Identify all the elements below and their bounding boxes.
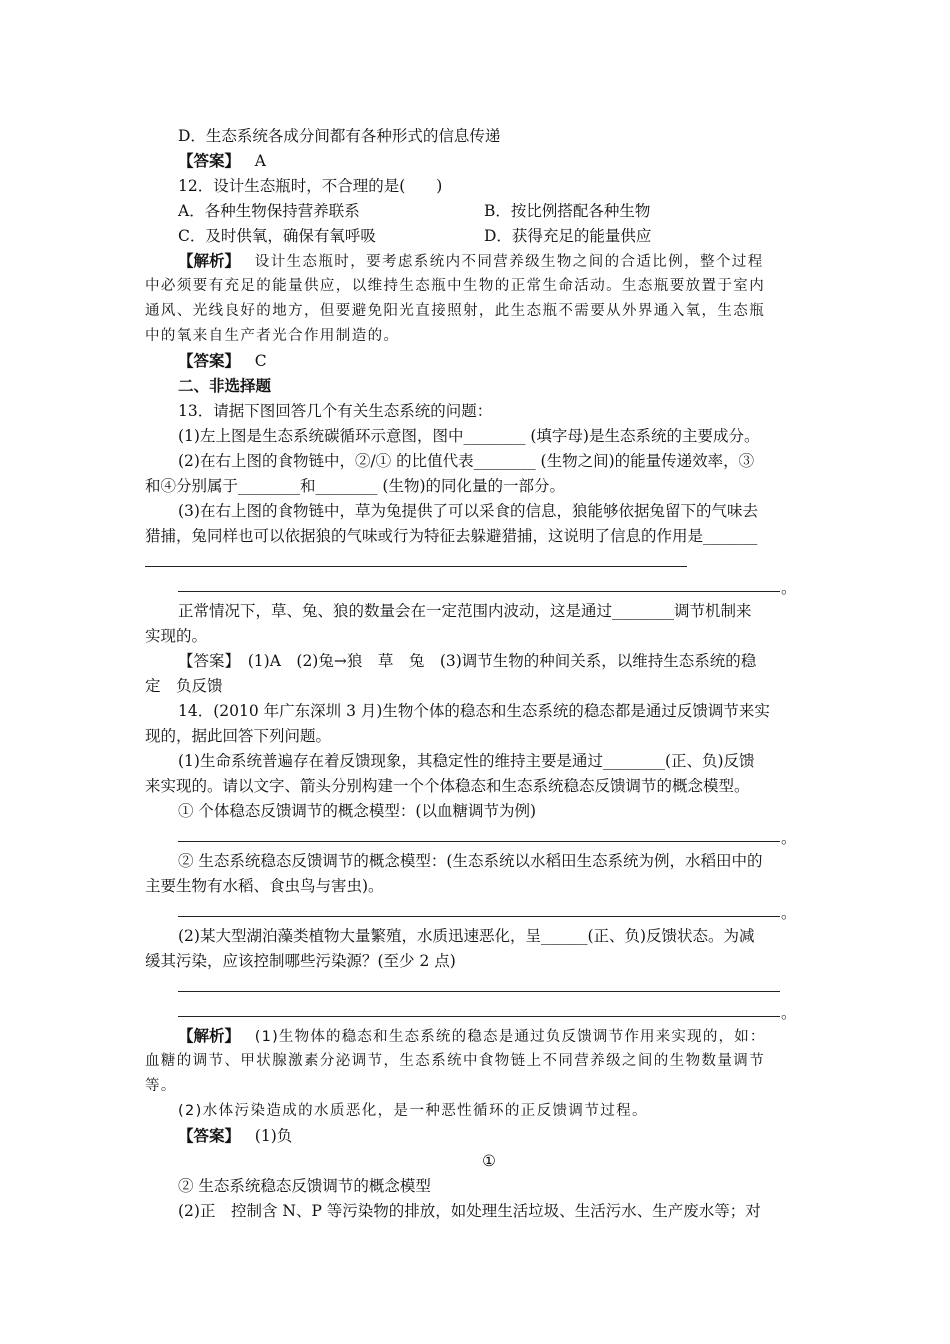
q13-answer-line-2: 定 负反馈 (145, 677, 223, 695)
q14-part-2-line-1: (2)某大型湖泊藻类植物大量繁殖，水质迅速恶化，呈______(正、负)反馈状态。为减 (178, 927, 755, 945)
answer-blank-line (178, 591, 780, 592)
q14-part-1-line-1: (1)生命系统普遍存在着反馈现象，其稳定性的维持主要是通过________(正、负)反馈 (178, 752, 755, 770)
period: 。 (781, 829, 797, 847)
answer-tag: 【答案】 (178, 151, 241, 170)
q13-part-2-line-2: 和④分别属于________和________ (生物)的同化量的一部分。 (145, 477, 566, 495)
answer-blank-line (178, 1016, 780, 1017)
q14-answer-line-1: 【答案】 (1)负 (178, 1126, 293, 1145)
q14-answer-line-2: ② 生态系统稳态反馈调节的概念模型 (178, 1177, 431, 1195)
q13-stem: 13．请据下图回答几个有关生态系统的问题： (178, 402, 493, 420)
answer-tag: 【答案】 (178, 1126, 241, 1145)
q12-answer-line (178, 349, 267, 373)
answer-blank-line (178, 991, 780, 992)
q12-analysis-line-2: 中必须要有充足的能量供应，以维持生态瓶中生物的正常生命活动。生态瓶要放置于室内 (145, 278, 766, 294)
period: 。 (781, 579, 797, 597)
q14-stem-line-2: 现的，据此回答下列问题。 (145, 727, 332, 745)
q14-part-2-line-2: 缓其污染，应该控制哪些污染源？(至少 2 点) (145, 952, 456, 970)
period: 。 (781, 904, 797, 922)
period: 。 (781, 1004, 797, 1022)
q14-analysis-line-3: 等。 (145, 1078, 177, 1094)
q12-analysis-line-4: 中的氧来自生产者光合作用制造的。 (145, 328, 400, 344)
q14-part-1-sub-2-line-2: 主要生物有水稻、食虫鸟与害虫)。 (145, 877, 384, 895)
q13-part-3-line-1: (3)在右上图的食物链中，草为兔提供了可以采食的信息，狼能够依据兔留下的气味去 (178, 502, 758, 520)
q14-part-1-sub-1: ① 个体稳态反馈调节的概念模型：(以血糖调节为例) (178, 802, 537, 820)
q14-analysis-line-4: (2)水体污染造成的水质恶化，是一种恶性循环的正反馈调节过程。 (178, 1103, 648, 1119)
answer-blank-line (145, 566, 687, 567)
q14-answer-circle: ① (482, 1152, 496, 1170)
q12-option-a: A．各种生物保持营养联系 (178, 202, 360, 220)
q13-part-4-line-2: 实现的。 (145, 627, 208, 645)
analysis-tag: 【解析】 (178, 251, 241, 270)
q12-option-d: D．获得充足的能量供应 (484, 227, 652, 245)
q12-answer: C (254, 352, 267, 370)
answer-tag: 【答案】 (178, 351, 241, 370)
q12-option-c: C．及时供氧，确保有氧呼吸 (178, 227, 376, 245)
q14-part-1-line-2: 来实现的。请以文字、箭头分别构建一个个体稳态和生态系统稳态反馈调节的概念模型。 (145, 777, 750, 795)
q13-part-4-line-1: 正常情况下，草、兔、狼的数量会在一定范围内波动，这是通过________调节机制来 (178, 602, 752, 620)
q14-stem-line-1: 14．(2010 年广东深圳 3 月)生物个体的稳态和生态系统的稳态都是通过反馈调节来实 (178, 702, 770, 720)
answer-blank-line (178, 841, 780, 842)
q14-part-1-sub-2-line-1: ② 生态系统稳态反馈调节的概念模型：(生态系统以水稻田生态系统为例，水稻田中的 (178, 852, 763, 870)
q12-analysis-line-3: 通风、光线良好的地方，但要避免阳光直接照射，此生态瓶不需要从外界通入氧，生态瓶 (145, 303, 766, 319)
q13-part-1: (1)左上图是生态系统碳循环示意图，图中________ (填字母)是生态系统的主要成分。 (178, 427, 760, 445)
q12-option-b: B．按比例搭配各种生物 (484, 202, 651, 220)
section-title: 二、非选择题 (178, 376, 272, 395)
q14-answer-line-3: (2)正 控制含 N、P 等污染物的排放，如处理生活垃圾、生活污水、生产废水等；对 (178, 1202, 761, 1220)
q13-part-3-line-2: 猎捕，兔同样也可以依据狼的气味或行为特征去躲避猎捕，这说明了信息的作用是_______ (145, 527, 758, 545)
analysis-tag: 【解析】 (178, 1026, 241, 1045)
q12-stem: 12．设计生态瓶时，不合理的是( ) (178, 177, 443, 195)
q14-analysis-line-2: 血糖的调节、甲状腺激素分泌调节，生态系统中食物链上不同营养级之间的生物数量调节 (145, 1053, 766, 1069)
q11-answer-line (178, 149, 266, 173)
q13-answer-line-1: 【答案】 (1)A (2)兔→狼 草 兔 (3)调节生物的种间关系，以维持生态系统的稳 (178, 652, 757, 670)
q12-analysis-line-1: 【解析】 设计生态瓶时，要考虑系统内不同营养级生物之间的合适比例，整个过程 (178, 251, 764, 270)
q13-part-2-line-1: (2)在右上图的食物链中，②/① 的比值代表________ (生物之间)的能量传递效率，③ (178, 452, 755, 470)
q11-option-d: D．生态系统各成分间都有各种形式的信息传递 (178, 127, 501, 145)
q11-answer: A (254, 152, 266, 170)
answer-blank-line (178, 916, 780, 917)
q14-analysis-line-1: 【解析】 (1)生物体的稳态和生态系统的稳态是通过负反馈调节作用来实现的，如： (178, 1026, 766, 1045)
